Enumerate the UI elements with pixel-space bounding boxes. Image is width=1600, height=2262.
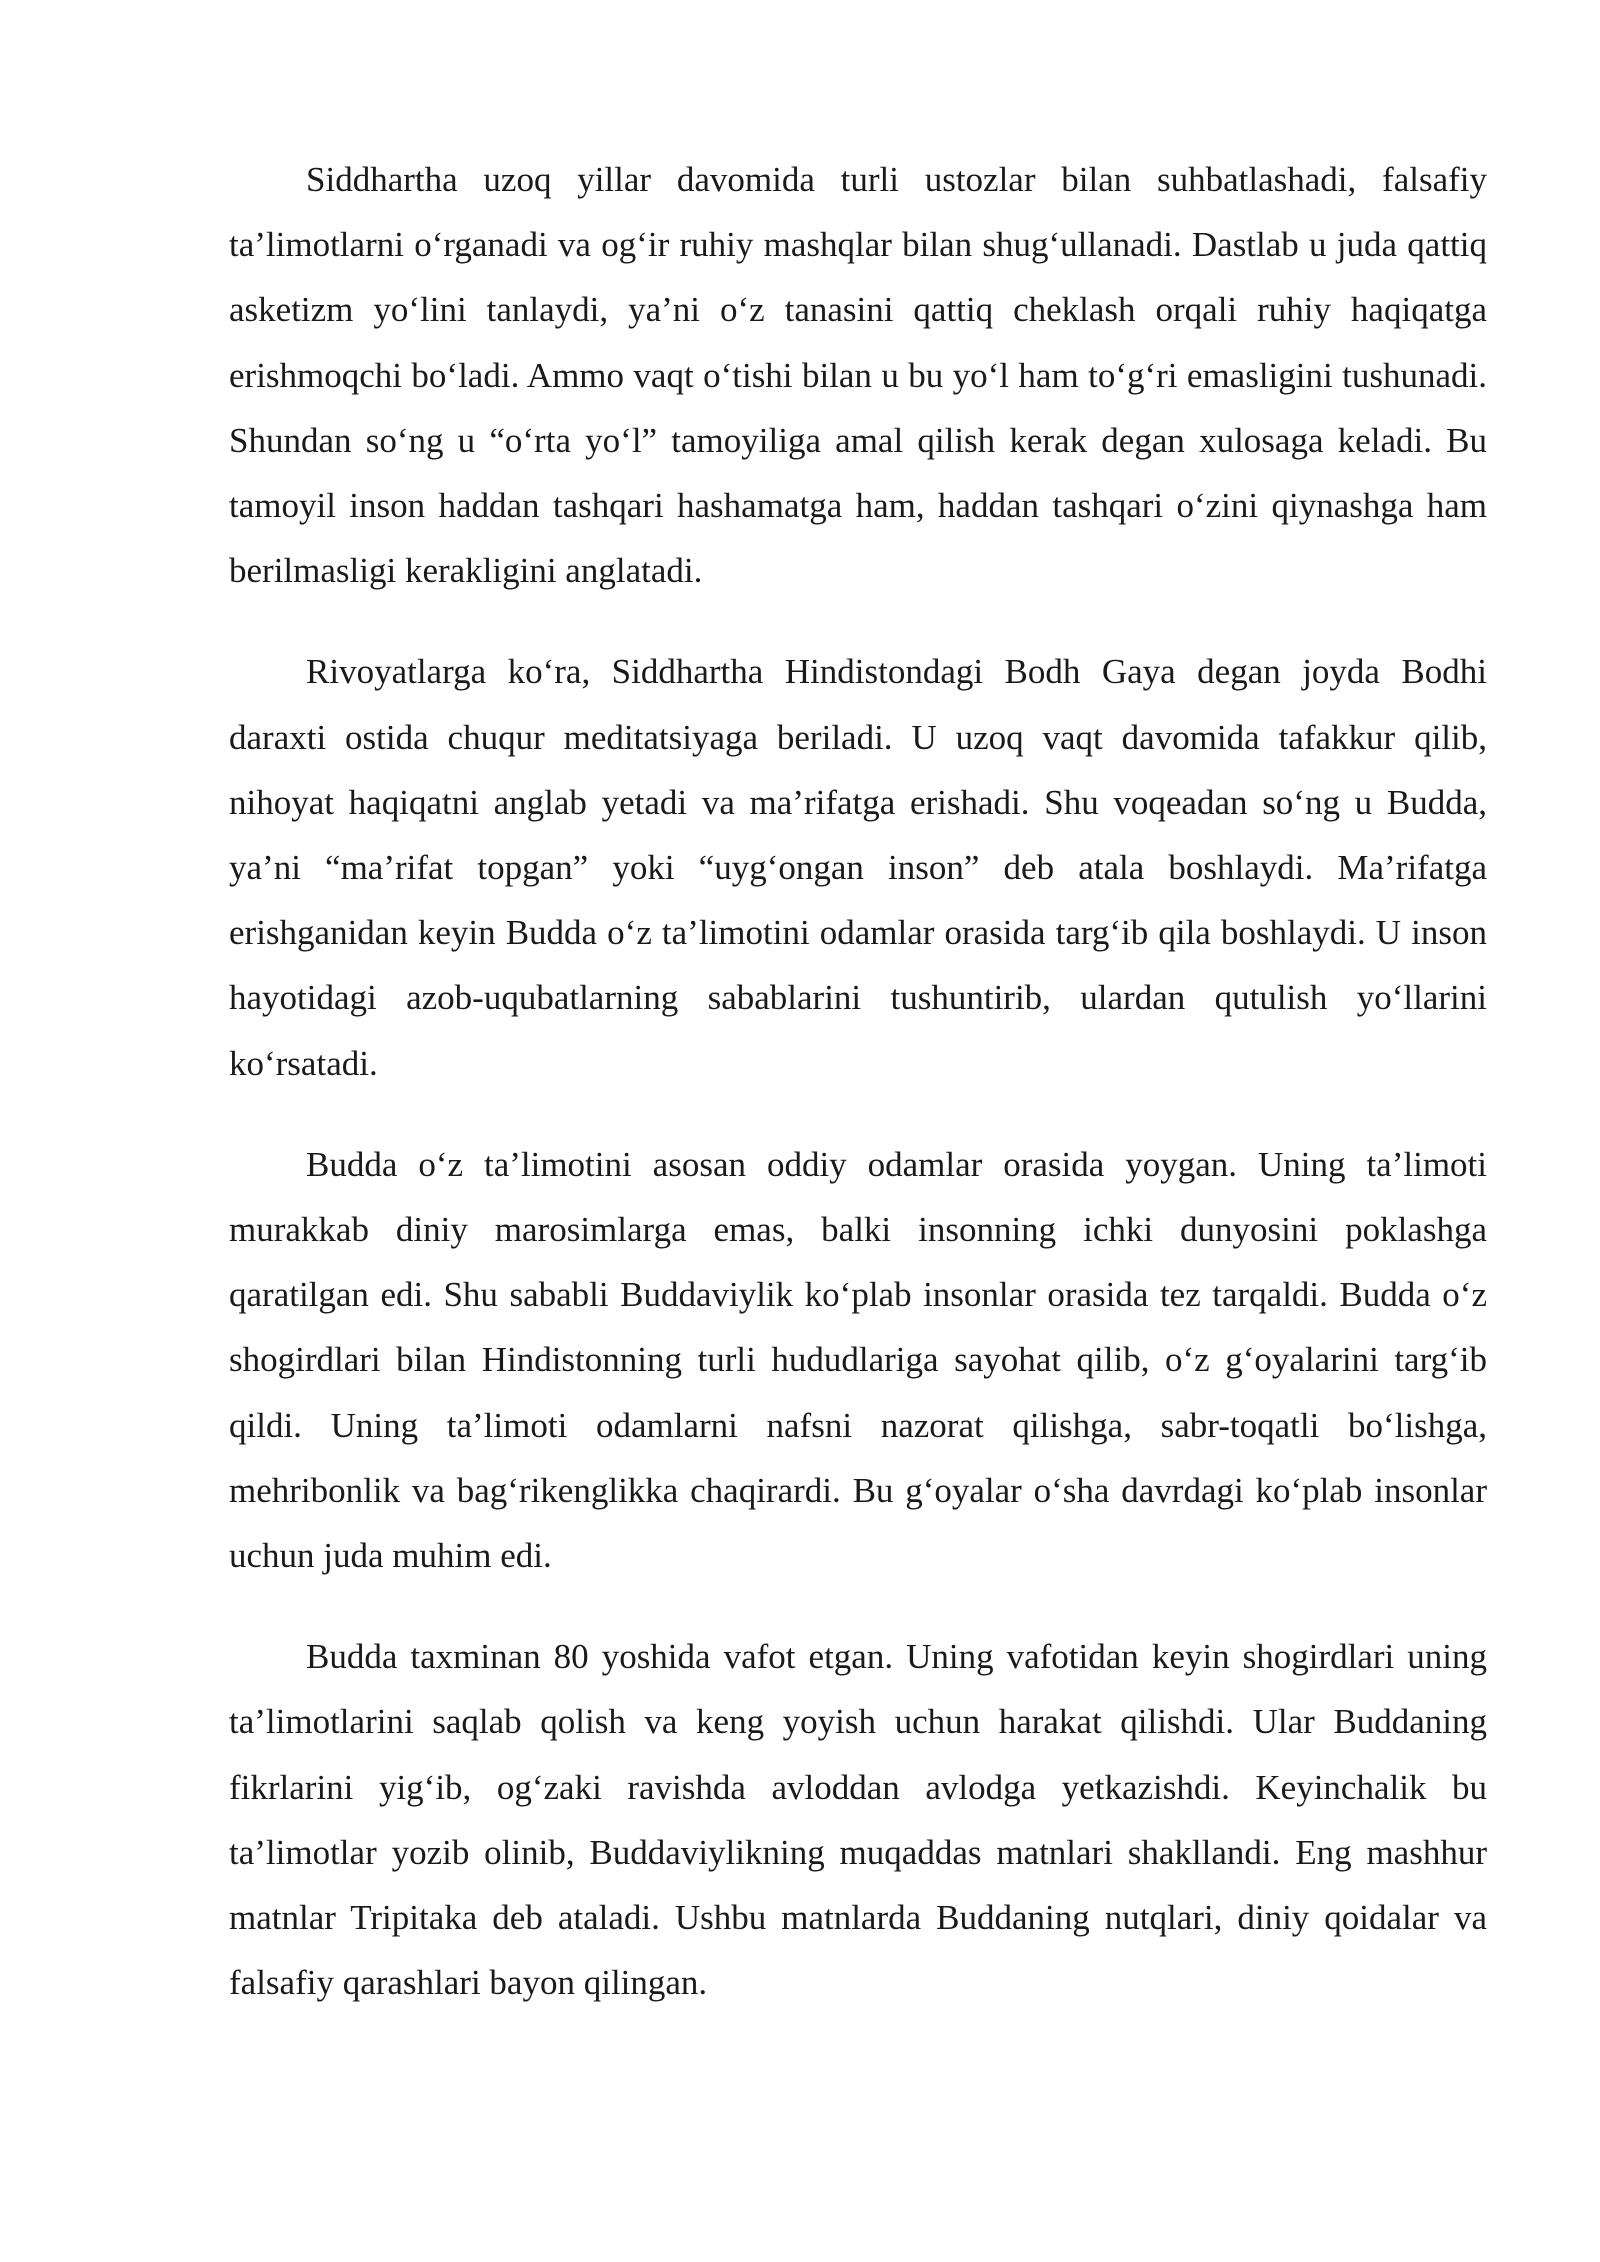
document-body	[229, 147, 1487, 2051]
paragraph-4: Budda taxminan 80 yoshida vafot etgan. Uning vafotidan keyin shogirdlari uning ta’limotlarini saqlab qolish va keng yoyish uchun harakat qilishdi. Ular Buddaning fikrlarini yig‘ib, og‘zaki ravishda avloddan avlodga yetkazishdi. Keyinchalik bu ta’limotlar yozib olinib, Buddaviylikning muqaddas matnlari shakllandi. Eng mashhur matnlar Tripitaka deb ataladi. Ushbu matnlarda Buddaning nutqlari, diniy qoidalar va falsafiy qarashlari bayon qilingan.	[229, 1637, 1487, 2003]
paragraph-3: Budda o‘z ta’limotini asosan oddiy odamlar orasida yoygan. Uning ta’limoti murakkab diniy marosimlarga emas, balki insonning ichki dunyosini poklashga qaratilgan edi. Shu sababli Buddaviylik ko‘plab insonlar orasida tez tarqaldi. Budda o‘z shogirdlari bilan Hindistonning turli hududlariga sayohat qilib, o‘z g‘oyalarini targ‘ib qildi. Uning ta’limoti odamlarni nafsni nazorat qilishga, sabr-toqatli bo‘lishga, mehribonlik va bag‘rikenglikka chaqirardi. Bu g‘oyalar o‘sha davrdagi ko‘plab insonlar uchun juda muhim edi.	[229, 1144, 1487, 1576]
paragraph-2: Rivoyatlarga ko‘ra, Siddhartha Hindistondagi Bodh Gaya degan joyda Bodhi daraxti ostida chuqur meditatsiyaga beriladi. U uzoq vaqt davomida tafakkur qilib, nihoyat haqiqatni anglab yetadi va ma’rifatga erishadi. Shu voqeadan so‘ng u Budda, ya’ni “ma’rifat topgan” yoki “uyg‘ongan inson” deb atala boshlaydi. Ma’rifatga erishganidan keyin Budda o‘z ta’limotini odamlar orasida targ‘ib qila boshlaydi. U inson hayotidagi azob-uqubatlarning sabablarini tushuntirib, ulardan qutulish yo‘llarini ko‘rsatadi.	[229, 652, 1487, 1083]
paragraph-1: Siddhartha uzoq yillar davomida turli ustozlar bilan suhbatlashadi, falsafiy ta’limotlarni o‘rganadi va og‘ir ruhiy mashqlar bilan shug‘ullanadi. Dastlab u juda qattiq asketizm yo‘lini tanlaydi, ya’ni o‘z tanasini qattiq cheklash orqali ruhiy haqiqatga erishmoqchi bo‘ladi. Ammo vaqt o‘tishi bilan u bu yo‘l ham to‘g‘ri emasligini tushunadi. Shundan so‘ng u “o‘rta yo‘l” tamoyiliga amal qilish kerak degan xulosaga keladi. Bu tamoyil inson haddan tashqari hashamatga ham, haddan tashqari o‘zini qiynashga ham berilmasligi kerakligini anglatadi.	[229, 160, 1487, 591]
